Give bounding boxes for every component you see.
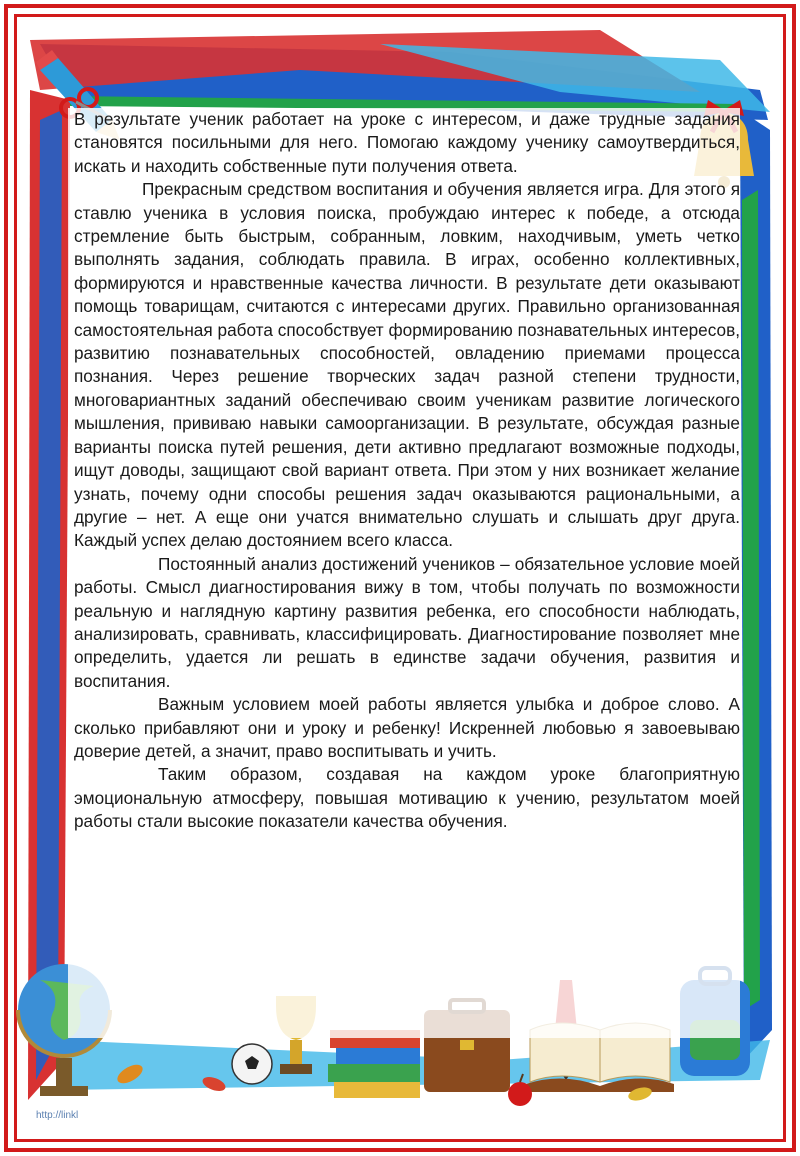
- paragraph-3: Постоянный анализ достижений учеников – обязательное условие моей работы. Смысл диагностирования вижу в том, чтобы получать по возможности реальную и наглядную картину развития ребенка, его способности наблюдать, анализировать, сравнивать, классифицировать. Диагностирование позволяет мне определить, удается ли решать в единстве задачи обучения, развития и воспитания.: [74, 553, 740, 691]
- paragraph-2: Прекрасным средством воспитания и обучения является игра. Для этого я ставлю ученика в условия поиска, пробуждаю интерес к победе, а отсюда стремление быть быстрым, собранным, ловким, находчивым, уметь четко выполнять задания, соблюдать правила. В играх, особенно коллективных, формируются и нравственные качества личности. В результате дети оказывают помощь товарищам, считаются с интересами других. Правильно организованная самостоятельная работа способствует формированию познавательных интересов, развитию познавательных способностей, овладению приемами процесса познания. Через решение творческих задач разной степени трудности, многовариантных заданий обеспечиваю своим ученикам развитие логического мышления, прививаю навыки самоорганизации. В результате, обсуждая разные варианты поиска путей решения, дети активно предлагают возможные подходы, ищут доводы, защищают свой вариант ответа. При этом у них возникает желание узнать, почему одни способы решения задач оказываются рациональными, а другие – нет. А еще они учатся внимательно слушать и слышать друг друга. Каждый успех делаю достоянием всего класса.: [74, 179, 740, 551]
- ribbon-green-right: [742, 190, 760, 1010]
- soccer-ball-icon: [232, 1044, 272, 1084]
- book-stack-icon: [328, 1030, 420, 1098]
- ribbon-blue-left: [36, 110, 62, 1080]
- watermark-url: http://linkl: [36, 1110, 79, 1121]
- article-body: [74, 108, 740, 834]
- paragraph-1: В результате ученик работает на уроке с интересом, и даже трудные задания становятся посильными для него. Помогаю каждому ученику самоутвердиться, искать и находить собственные пути получения ответа.: [74, 109, 740, 176]
- paragraph-4: Важным условием моей работы является улыбка и доброе слово. А сколько прибавляют они и уроку и ребенку! Искренней любовью я завоевываю доверие детей, а значит, право воспитывать и учить.: [74, 694, 740, 761]
- paragraph-5: Таким образом, создавая на каждом уроке благоприятную эмоциональную атмосферу, повышая мотивацию к учению, результатом моей работы стали высокие показатели качества обучения.: [74, 764, 740, 832]
